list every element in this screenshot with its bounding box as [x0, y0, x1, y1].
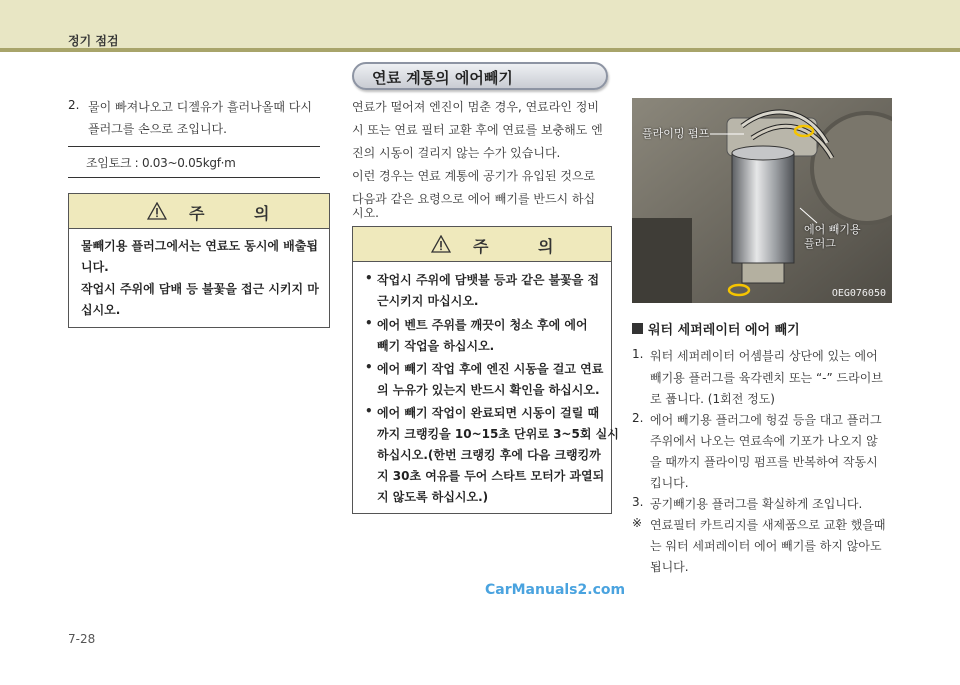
step-number: 1. [632, 347, 644, 361]
step-line: 로 풉니다. (1회전 정도) [650, 392, 775, 406]
caution-title: 주 의 [473, 237, 576, 256]
step-line: 킵니다. [650, 476, 689, 490]
caution-item-line: 의 누유가 있는지 반드시 확인을 하십시오. [377, 383, 600, 397]
subhead-marker [632, 323, 643, 334]
intro-line: 시오. [352, 206, 379, 220]
watermark: CarManuals2.com [485, 582, 626, 598]
caution-box-middle [352, 226, 619, 514]
step-line: 에어 빼기용 플러그에 헝겊 등을 대고 플러그 [650, 413, 882, 427]
header-title: 정기 점검 [68, 34, 119, 48]
label-air-plug: 플러그 [804, 237, 836, 250]
section-title-pill [352, 62, 608, 90]
caution-head [69, 194, 329, 229]
step-line: 워터 세퍼레이터 어셈블리 상단에 있는 에어 [650, 349, 878, 363]
bullet: • [365, 316, 373, 330]
caution-item-line: 하십시오.(한번 크랭킹 후에 다음 크랭킹까 [377, 448, 601, 462]
label-priming-pump: 플라이밍 펌프 [642, 127, 710, 140]
caution-line: 작업시 주위에 담배 등 불꽃을 접근 시키지 마 [81, 282, 319, 296]
caution-item-line: 빼기 작업을 하십시오. [377, 339, 495, 353]
page-number: 7-28 [68, 632, 96, 646]
step-line: 플러그를 손으로 조입니다. [88, 122, 227, 136]
step-number: 2. [632, 411, 644, 425]
caution-line: 니다. [81, 260, 109, 274]
section-title: 연료 계통의 에어빼기 [372, 69, 513, 87]
step-number: 2. [68, 98, 80, 112]
intro-line: 다음과 같은 요령으로 에어 빼기를 반드시 하십 [352, 192, 596, 206]
intro-line: 이런 경우는 연료 계통에 공기가 유입된 것으로 [352, 169, 596, 183]
caution-head [353, 227, 611, 262]
caution-item-line: 에어 벤트 주위를 깨끗이 청소 후에 에어 [377, 318, 588, 332]
note-line: 는 워터 세퍼레이터 에어 빼기를 하지 않아도 [650, 539, 882, 553]
caution-line: 물빼기용 플러그에서는 연료도 동시에 배출됩 [81, 239, 318, 253]
caution-item-line: 지 30초 여유를 두어 스타트 모터가 과열되 [377, 469, 605, 483]
caution-box-left [68, 193, 330, 328]
intro-line: 시 또는 연료 필터 교환 후에 연료를 보충해도 엔 [352, 123, 603, 137]
caution-item-line: 근시키지 마십시오. [377, 294, 479, 308]
caution-item-line: 에어 빼기 작업 후에 엔진 시동을 걸고 연료 [377, 362, 604, 376]
photo-code: OEG076050 [831, 288, 886, 299]
torque-spec: 조임토크 : 0.03~0.05kgf·m [86, 156, 236, 170]
caution-item-line: 지 않도록 하십시오.) [377, 490, 489, 504]
step-line: 주위에서 나오는 연료속에 기포가 나오지 않 [650, 434, 878, 448]
subhead: 워터 세퍼레이터 에어 빼기 [648, 323, 800, 338]
note-line: 됩니다. [650, 560, 689, 574]
label-air-plug: 에어 빼기용 [804, 223, 861, 236]
intro-line: 진의 시동이 걸리지 않는 수가 있습니다. [352, 146, 561, 160]
header-bar [0, 0, 960, 52]
bullet: • [365, 271, 373, 285]
caution-item-line: 까지 크랭킹을 10~15초 단위로 3~5회 실시 [377, 427, 619, 441]
intro-line: 연료가 떨어져 엔진이 멈춘 경우, 연료라인 정비 [352, 100, 599, 114]
fuel-filter-photo [632, 98, 892, 303]
step-line: 을 때까지 플라이밍 펌프를 반복하여 작동시 [650, 455, 878, 469]
bullet: • [365, 404, 373, 418]
caution-line: 십시오. [81, 303, 121, 317]
torque-rule-top [68, 146, 320, 147]
caution-item-line: 작업시 주위에 담뱃불 등과 같은 불꽃을 접 [377, 273, 600, 287]
torque-rule-bottom [68, 177, 320, 178]
caution-title: 주 의 [189, 204, 292, 223]
bullet: • [365, 360, 373, 374]
warning-icon [431, 235, 451, 253]
step-line: 빼기용 플러그를 육각렌치 또는 “-” 드라이브 [650, 371, 883, 385]
caution-item-line: 에어 빼기 작업이 완료되면 시동이 걸릴 때 [377, 406, 600, 420]
step-line: 공기빼기용 플러그를 확실하게 조입니다. [650, 497, 863, 511]
warning-icon [147, 202, 167, 220]
step-line: 물이 빠져나오고 디젤유가 흘러나올때 다시 [88, 100, 312, 114]
step-number: 3. [632, 495, 644, 509]
note-line: 연료필터 카트리지를 새제품으로 교환 했을때 [650, 518, 886, 532]
note-mark: ※ [632, 516, 643, 530]
